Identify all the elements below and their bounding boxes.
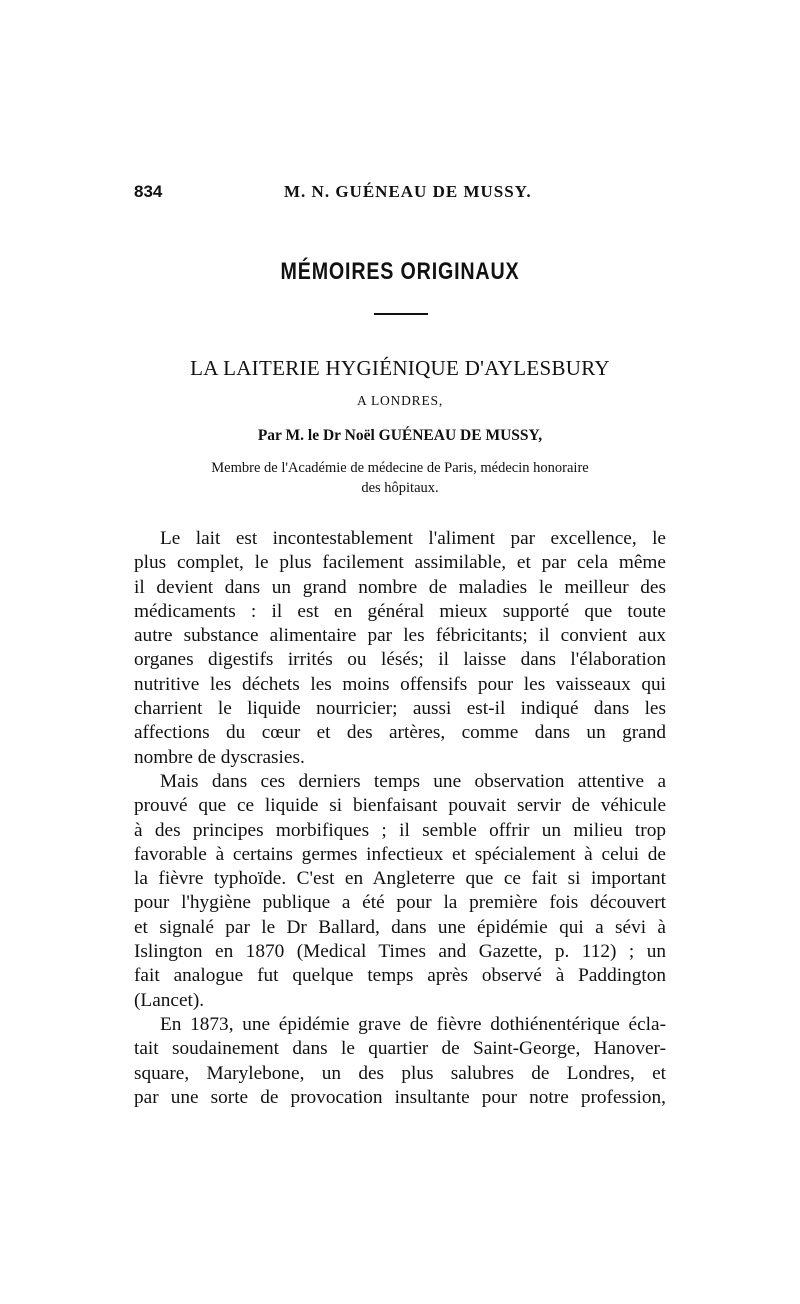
text-line: favorable à certains germes infectieux et spécialement à celui de <box>134 843 666 865</box>
text-line: square, Marylebone, un des plus salubres de Londres, et <box>134 1062 666 1084</box>
page-number: 834 <box>134 182 163 201</box>
text-line: Islington en 1870 (Medical Times and Gazette, p. 112) ; un <box>134 941 666 963</box>
text-line: tait soudainement dans le quartier de Saint-George, Hanover- <box>134 1038 666 1060</box>
affiliation-line: des hôpitaux. <box>361 480 439 496</box>
text-line: à des principes morbifiques ; il semble offrir un milieu trop <box>134 819 666 841</box>
text-line: charrient le liquide nourricier; aussi est-il indiqué dans les <box>134 698 666 720</box>
text-line: En 1873, une épidémie grave de fièvre dothiénentérique écla- <box>160 1013 666 1035</box>
text-line: fait analogue fut quelque temps après observé à Paddington <box>134 965 666 987</box>
text-line: (Lancet). <box>134 989 205 1011</box>
text-line: plus complet, le plus facilement assimilable, et par cela même <box>134 552 666 574</box>
text-line: Mais dans ces derniers temps une observation attentive a <box>160 770 666 792</box>
body-text <box>134 527 666 1110</box>
text-line: affections du cœur et des artères, comme dans un grand <box>134 722 666 744</box>
article-subtitle: A LONDRES, <box>356 393 443 408</box>
text-line: prouvé que ce liquide si bienfaisant pouvait servir de véhicule <box>134 795 666 817</box>
text-line: Le lait est incontestablement l'aliment par excellence, le <box>160 528 666 549</box>
title-rule-divider <box>374 313 428 315</box>
author-affiliation <box>150 458 650 498</box>
text-line: nutritive les déchets les moins offensifs pour les vaisseaux qui <box>134 673 666 695</box>
text-line: autre substance alimentaire par les fébricitants; il convient aux <box>134 625 666 647</box>
text-line: organes digestifs irrités ou lésés; il laisse dans l'élaboration <box>134 649 666 671</box>
article-title: LA LAITERIE HYGIÉNIQUE D'AYLESBURY <box>190 356 610 380</box>
paragraph-1 <box>134 527 666 770</box>
affiliation-line: Membre de l'Académie de médecine de Paris, médecin honoraire <box>211 460 589 476</box>
text-line: il devient dans un grand nombre de maladies le meilleur des <box>134 576 666 598</box>
paragraph-3 <box>134 1013 666 1110</box>
text-line: la fièvre typhoïde. C'est en Angleterre que ce fait si important <box>134 868 666 890</box>
text-line: pour l'hygiène publique a été pour la première fois découvert <box>134 892 666 914</box>
section-title: MÉMOIRES ORIGINAUX <box>280 258 520 285</box>
text-line: nombre de dyscrasies. <box>134 746 305 768</box>
text-line: par une sorte de provocation insultante pour notre profession, <box>134 1086 666 1108</box>
running-header <box>134 182 666 208</box>
author-line: Par M. le Dr Noël GUÉNEAU DE MUSSY, <box>257 427 543 444</box>
text-line: et signalé par le Dr Ballard, dans une épidémie qui a sévi à <box>134 916 666 938</box>
paragraph-2 <box>134 770 666 1013</box>
text-line: médicaments : il est en général mieux supporté que toute <box>134 600 666 622</box>
running-title: M. N. GUÉNEAU DE MUSSY. <box>284 182 532 201</box>
